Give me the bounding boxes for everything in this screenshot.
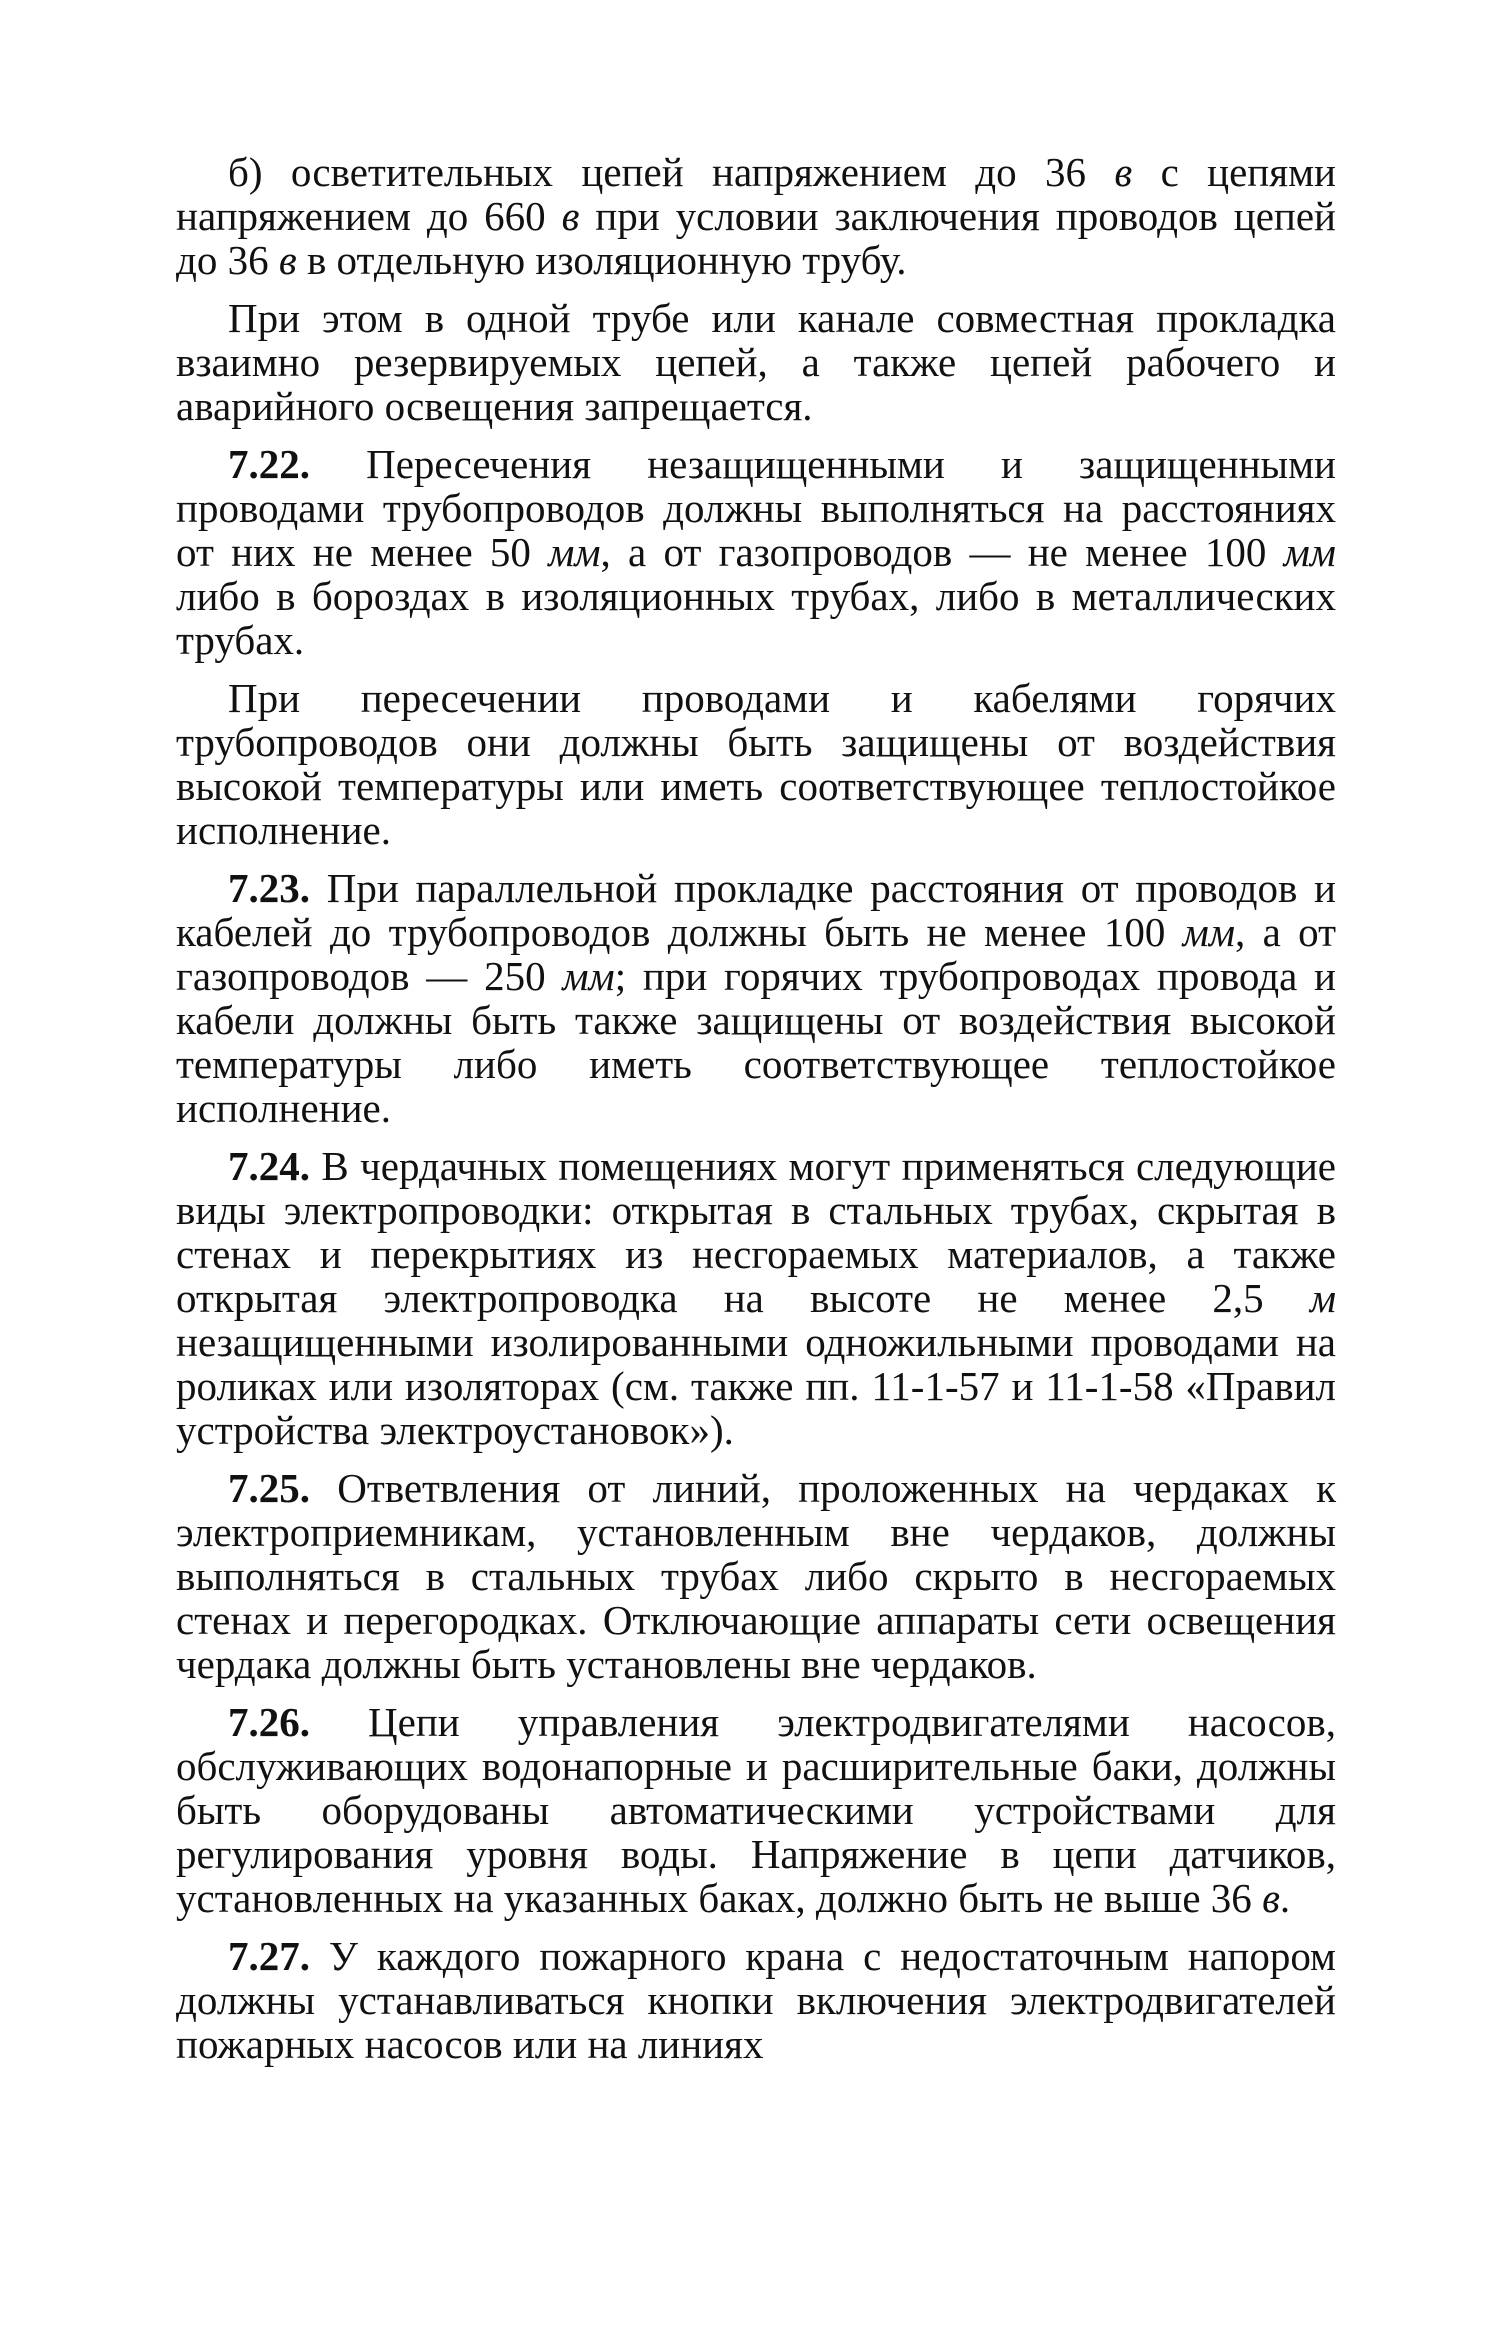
paragraph-text: при условии заключения проводов цепей до 36 xyxy=(176,193,1336,283)
paragraph-7-27 xyxy=(176,1934,1336,2066)
paragraph-text: . xyxy=(1279,1875,1291,1921)
clause-number: 7.27. xyxy=(228,1933,310,1979)
paragraph-text: Пересечения незащищенными и защищенными проводами трубопроводов должны выполняться на расстояниях от них не менее 50 xyxy=(176,441,1336,575)
clause-number: 7.22. xyxy=(228,441,310,487)
paragraph xyxy=(176,150,1336,282)
paragraph-text: , а от газопроводов — 250 xyxy=(176,909,1336,999)
clause-number: 7.23. xyxy=(228,865,310,911)
paragraph-text: При параллельной прокладке расстояния от проводов и кабелей до трубопроводов должны быть не менее 100 xyxy=(176,865,1336,955)
unit-mm: мм xyxy=(1182,909,1235,955)
paragraph-text: в отдельную изоляционную трубу. xyxy=(296,237,907,283)
paragraph-text: либо в бороздах в изоляционных трубах, либо в металлических трубах. xyxy=(176,573,1336,663)
paragraph-text: , а от газопроводов — не менее 100 xyxy=(600,529,1284,575)
unit-mm: мм xyxy=(562,953,615,999)
paragraph-7-25 xyxy=(176,1466,1336,1686)
paragraph-7-24 xyxy=(176,1144,1336,1452)
paragraph xyxy=(176,676,1336,852)
document-page xyxy=(176,150,1336,2080)
unit-volt: в xyxy=(1114,149,1133,195)
paragraph-text: В чердачных помещениях могут применяться следующие виды электропроводки: открытая в стальных трубах, скрытая в стенах и перекрытиях из несгораемых материалов, а также открытая электропроводка на высоте не менее 2,5 xyxy=(176,1143,1336,1321)
clause-number: 7.24. xyxy=(228,1143,310,1189)
unit-m: м xyxy=(1309,1275,1336,1321)
paragraph-text: При пересечении проводами и кабелями горячих трубопроводов они должны быть защищены от воздействия высокой температуры или иметь соответствующее теплостойкое исполнение. xyxy=(176,675,1336,853)
paragraph-text: Цепи управления электродвигателями насосов, обслуживающих водонапорные и расширительные баки, должны быть оборудованы автоматическими устройствами для регулирования уровня воды. Напряжение в цепи датчиков, установленных на указанных баках, должно быть не выше 36 xyxy=(176,1699,1336,1921)
paragraph-text: Ответвления от линий, проложенных на чердаках к электроприемникам, установленным вне чердаков, должны выполняться в стальных трубах либо скрыто в несгораемых стенах и перегородках. Отключающие аппараты сети освещения чердака должны быть установлены вне чердаков. xyxy=(176,1465,1336,1687)
unit-mm: мм xyxy=(548,529,601,575)
paragraph-text: с цепями напряжением до 660 xyxy=(176,149,1336,239)
clause-number: 7.26. xyxy=(228,1699,310,1745)
paragraph-text: ; при горячих трубопроводах провода и кабели должны быть также защищены от воздействия высокой температуры либо иметь соответствующее теплостойкое исполнение. xyxy=(176,953,1337,1131)
paragraph-text: При этом в одной трубе или канале совместная прокладка взаимно резервируемых цепей, а также цепей рабочего и аварийного освещения запрещается. xyxy=(176,295,1336,429)
paragraph-text: незащищенными изолированными одножильными проводами на роликах или изоляторах (см. также пп. 11-1-57 и 11-1-58 «Правил устройства электроустановок»). xyxy=(176,1319,1336,1453)
paragraph-7-23 xyxy=(176,866,1336,1130)
unit-volt: в xyxy=(1262,1875,1280,1921)
clause-number: 7.25. xyxy=(228,1465,310,1511)
unit-volt: в xyxy=(561,193,580,239)
paragraph-7-26 xyxy=(176,1700,1336,1920)
paragraph xyxy=(176,296,1336,428)
paragraph-text: У каждого пожарного крана с недостаточным напором должны устанавливаться кнопки включения электродвигателей пожарных насосов или на линиях xyxy=(176,1933,1336,2067)
paragraph-text: б) осветительных цепей напряжением до 36 xyxy=(228,149,1115,195)
unit-mm: мм xyxy=(1283,529,1336,575)
paragraph-7-22 xyxy=(176,442,1336,662)
unit-volt: в xyxy=(278,237,297,283)
